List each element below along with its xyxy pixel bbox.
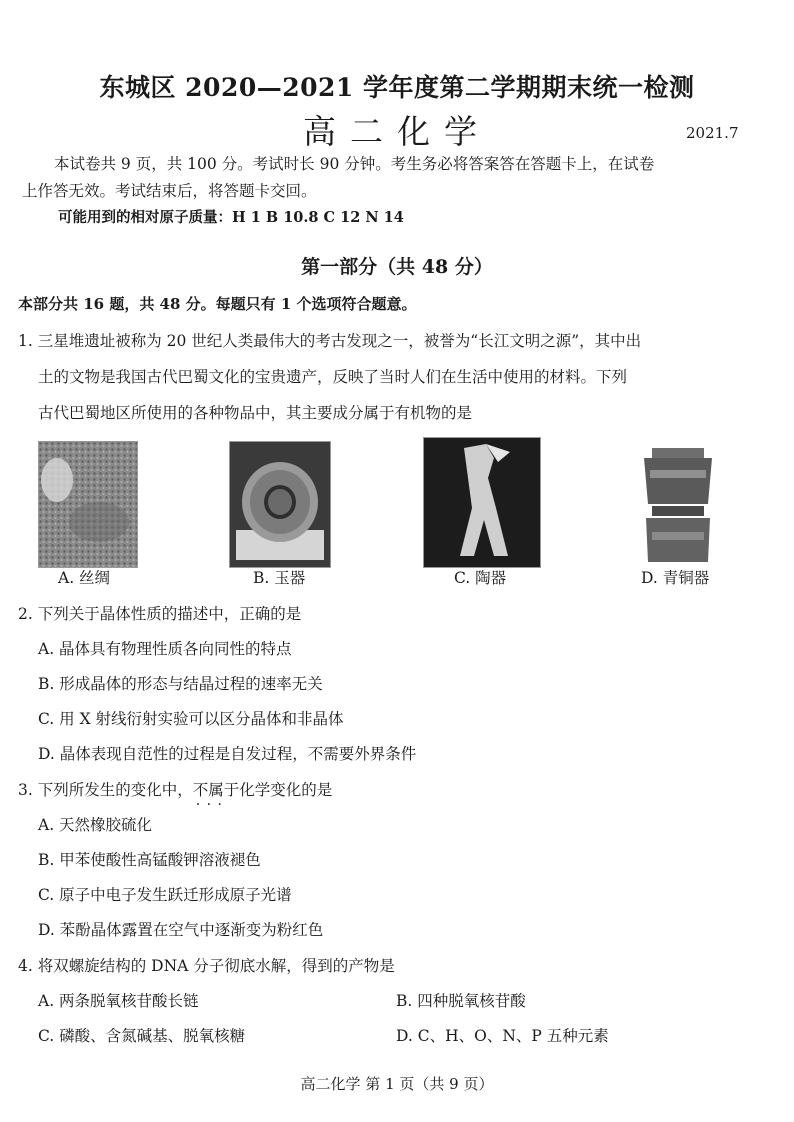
q2-option-c: C. 用 X 射线衍射实验可以区分晶体和非晶体 bbox=[38, 710, 344, 728]
q3-stem bbox=[18, 779, 332, 801]
q3-stem-pre: 3. 下列所发生的变化中， bbox=[18, 781, 193, 799]
q1-line-1: 1. 三星堆遗址被称为 20 世纪人类最伟大的考古发现之一，被誉为“长江文明之源”，其中出 bbox=[18, 332, 642, 350]
q2-stem: 2. 下列关于晶体性质的描述中，正确的是 bbox=[18, 605, 302, 623]
q4-option-d: D. C、H、O、N、P 五种元素 bbox=[396, 1027, 609, 1045]
atomic-mass-line bbox=[58, 207, 404, 229]
atomic-mass-text: 可能用到的相对原子质量：H 1 B 10.8 C 12 N 14 bbox=[58, 209, 404, 226]
q1-line-3: 古代巴蜀地区所使用的各种物品中，其主要成分属于有机物的是 bbox=[38, 404, 473, 422]
pottery-photo bbox=[423, 437, 541, 568]
part-one-instruction: 本部分共 16 题，共 48 分。每题只有 1 个选项符合题意。 bbox=[18, 295, 417, 313]
jade-photo bbox=[229, 441, 331, 568]
q1-option-d: D. 青铜器 bbox=[641, 569, 710, 587]
q3-option-d: D. 苯酚晶体露置在空气中逐渐变为粉红色 bbox=[38, 921, 324, 939]
q2-option-b: B. 形成晶体的形态与结晶过程的速率无关 bbox=[38, 675, 323, 693]
silk-photo bbox=[38, 441, 138, 568]
intro-line-1: 本试卷共 9 页，共 100 分。考试时长 90 分钟。考生务必将答案答在答题卡上，在试卷 bbox=[54, 155, 655, 173]
q1-line-2: 土的文物是我国古代巴蜀文化的宝贵遗产，反映了当时人们在生活中使用的材料。下列 bbox=[38, 368, 628, 386]
bronze-photo bbox=[637, 441, 719, 568]
page-footer: 高二化学 第 1 页（共 9 页） bbox=[300, 1075, 494, 1093]
q4-option-a: A. 两条脱氧核苷酸长链 bbox=[38, 992, 199, 1010]
q4-option-c: C. 磷酸、含氮碱基、脱氧核糖 bbox=[38, 1027, 246, 1045]
q1-option-b: B. 玉器 bbox=[253, 569, 306, 587]
q2-option-d: D. 晶体表现自范性的过程是自发过程，不需要外界条件 bbox=[38, 745, 417, 763]
q3-option-c: C. 原子中电子发生跃迁形成原子光谱 bbox=[38, 886, 292, 904]
q3-stem-post: 化学变化的是 bbox=[239, 781, 333, 799]
q2-option-a: A. 晶体具有物理性质各向同性的特点 bbox=[38, 640, 292, 658]
q1-option-c: C. 陶器 bbox=[454, 569, 507, 587]
q4-stem: 4. 将双螺旋结构的 DNA 分子彻底水解，得到的产物是 bbox=[18, 957, 395, 975]
subject-title: 高二化学 bbox=[303, 112, 491, 151]
q3-stem-emphasis: 不属于 · · · bbox=[193, 781, 240, 799]
q3-option-b: B. 甲苯使酸性高锰酸钾溶液褪色 bbox=[38, 851, 261, 869]
intro-line-2: 上作答无效。考试结束后，将答题卡交回。 bbox=[22, 182, 317, 200]
part-one-title: 第一部分（共 48 分） bbox=[301, 256, 493, 278]
exam-date: 2021.7 bbox=[686, 124, 739, 142]
q4-option-b: B. 四种脱氧核苷酸 bbox=[396, 992, 526, 1010]
exam-title: 东城区 2020—2021 学年度第二学期期末统一检测 bbox=[99, 73, 695, 102]
q3-option-a: A. 天然橡胶硫化 bbox=[38, 816, 153, 834]
q1-option-a: A. 丝绸 bbox=[58, 569, 111, 587]
